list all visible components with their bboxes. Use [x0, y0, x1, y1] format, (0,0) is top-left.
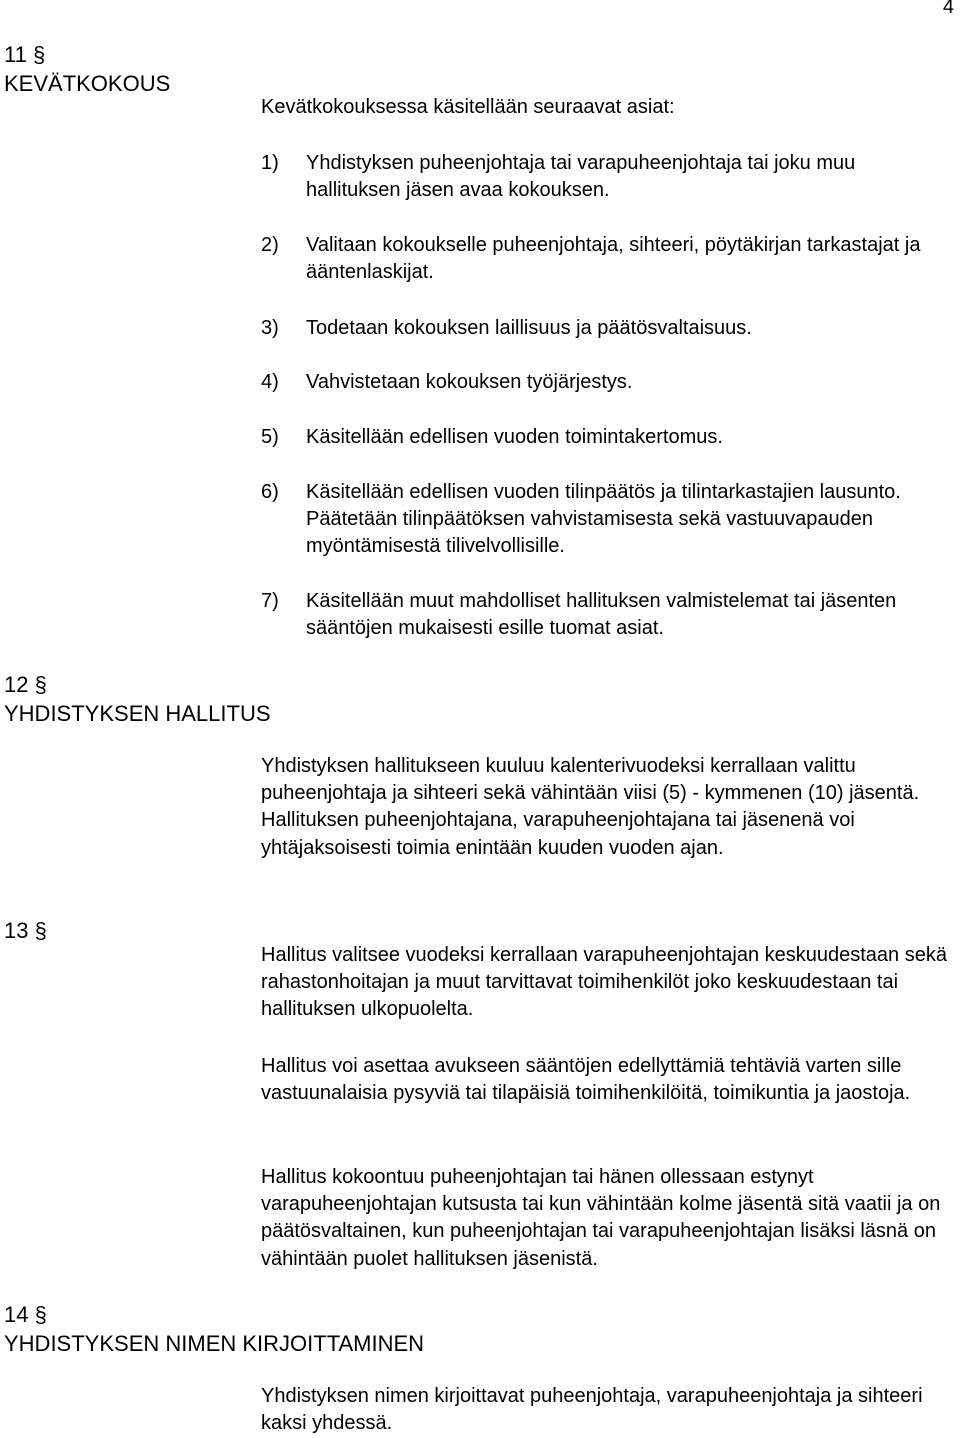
item-text: Käsitellään edellisen vuoden tilinpäätös ja tilintarkastajien lausunto. Päätetään tilinpäätöksen vahvistamisesta sekä vastuuvapauden myöntämisestä tilivelvollisille.: [306, 481, 901, 558]
item-number: 2): [261, 234, 279, 256]
section-13-paragraph: Hallitus voi asettaa avukseen sääntöjen edellyttämiä tehtäviä varten sille vastuunalaisia pysyviä tai tilapäisiä toimihenkilöitä, toimikuntia ja jaostoja.: [261, 1055, 911, 1105]
item-text: Yhdistyksen puheenjohtaja tai varapuheenjohtaja tai joku muu hallituksen jäsen avaa kokouksen.: [306, 152, 856, 202]
agenda-item: [261, 315, 955, 342]
section-12-heading: [4, 670, 271, 728]
agenda-item: [261, 479, 955, 561]
section-title: YHDISTYKSEN NIMEN KIRJOITTAMINEN: [4, 1331, 425, 1356]
section-11-intro: Kevätkokouksessa käsitellään seuraavat asiat:: [261, 96, 675, 118]
agenda-item: [261, 150, 955, 204]
item-text: Käsitellään edellisen vuoden toimintakertomus.: [306, 426, 723, 448]
section-13-paragraph: Hallitus valitsee vuodeksi kerrallaan varapuheenjohtajan keskuudestaan sekä rahastonhoitajan ja muut tarvittavat toimihenkilöt joko keskuudestaan tai hallituksen ulkopuolelta.: [261, 944, 947, 1021]
agenda-item: [261, 588, 955, 642]
agenda-item: [261, 232, 955, 286]
page-number: 4: [942, 0, 954, 18]
section-12-paragraph: Yhdistyksen hallitukseen kuuluu kalenterivuodeksi kerrallaan valittu puheenjohtaja ja sihteeri sekä vähintään viisi (5) - kymmenen (10) jäsentä. Hallituksen puheenjohtajana, varapuheenjohtajana tai jäsenenä voi yhtäjaksoisesti toimia enintään kuuden vuoden ajan.: [261, 755, 920, 859]
item-text: Valitaan kokoukselle puheenjohtaja, sihteeri, pöytäkirjan tarkastajat ja ääntenlaskijat.: [306, 234, 921, 284]
section-title: YHDISTYKSEN HALLITUS: [4, 701, 271, 726]
item-number: 5): [261, 426, 279, 448]
agenda-item: [261, 369, 955, 396]
item-number: 4): [261, 371, 279, 393]
section-13-paragraph: Hallitus kokoontuu puheenjohtajan tai hänen ollessaan estynyt varapuheenjohtajan kutsusta tai kun vähintään kolme jäsentä sitä vaatii ja on päätösvaltainen, kun puheenjohtajan tai varapuheenjohtajan lisäksi läsnä on vähintään puolet hallituksen jäsenistä.: [261, 1166, 941, 1270]
item-text: Käsitellään muut mahdolliset hallituksen valmistelemat tai jäsenten sääntöjen mukaisesti esille tuomat asiat.: [306, 590, 897, 640]
section-14-paragraph: Yhdistyksen nimen kirjoittavat puheenjohtaja, varapuheenjohtaja ja sihteeri kaksi yhdessä.: [261, 1385, 923, 1435]
item-text: Vahvistetaan kokouksen työjärjestys.: [306, 371, 633, 393]
agenda-item: [261, 424, 955, 451]
section-number: 14 §: [4, 1302, 47, 1327]
section-number: 13 §: [4, 918, 47, 943]
section-title: KEVÄTKOKOUS: [4, 71, 171, 96]
section-13-heading: [4, 916, 47, 945]
item-number: 1): [261, 152, 279, 174]
item-number: 7): [261, 590, 279, 612]
section-number: 12 §: [4, 672, 47, 697]
item-number: 6): [261, 481, 279, 503]
item-text: Todetaan kokouksen laillisuus ja päätösvaltaisuus.: [306, 317, 752, 339]
item-number: 3): [261, 317, 279, 339]
section-number: 11 §: [4, 42, 46, 67]
section-11-heading: [4, 40, 170, 98]
section-14-heading: [4, 1300, 424, 1358]
